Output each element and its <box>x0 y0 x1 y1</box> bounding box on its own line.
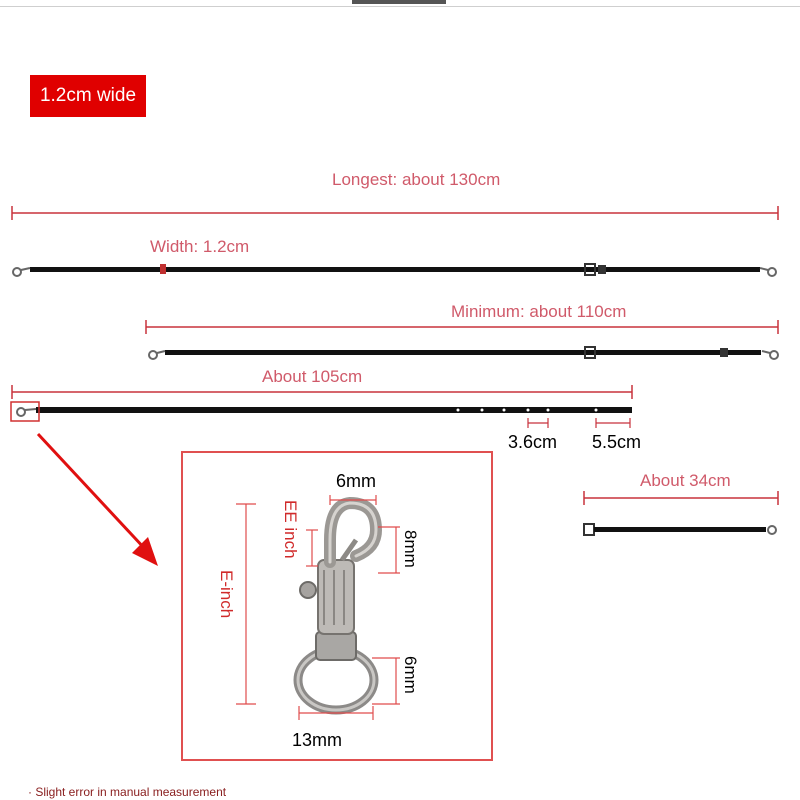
about-34-label: About 34cm <box>640 471 731 490</box>
strap-short <box>584 524 776 535</box>
about-105-label: About 105cm <box>262 367 363 386</box>
hole-spacing-label-1: 3.6cm <box>508 432 558 452</box>
longest-label: Longest: about 130cm <box>332 170 501 189</box>
width-label: Width: 1.2cm <box>150 237 250 256</box>
hook-top-width-label: 6mm <box>336 471 376 491</box>
pointer-arrow <box>38 434 158 566</box>
about-34-dimension-line <box>584 491 778 505</box>
hook-gate-height-label: 8mm <box>401 530 420 568</box>
hook-total-length-label: E-inch <box>217 570 236 619</box>
hook-ring-width-label: 13mm <box>292 730 343 750</box>
minimum-dimension-line <box>146 320 778 334</box>
hole-spacing-ticks <box>528 418 630 428</box>
about-105-dimension-line <box>12 385 632 399</box>
hole-spacing-label-2: 5.5cm <box>592 432 642 452</box>
strap-minimum <box>149 347 778 359</box>
longest-dimension-line <box>12 206 778 220</box>
measurement-note: · Slight error in manual measurement <box>28 785 227 799</box>
hook-ring-height-label: 6mm <box>401 656 420 694</box>
strap-with-holes <box>11 402 632 421</box>
minimum-label: Minimum: about 110cm <box>451 302 627 321</box>
width-badge: 1.2cm wide <box>30 75 146 117</box>
hook-upper-length-label: EE inch <box>281 500 300 559</box>
strap-longest <box>13 264 776 276</box>
